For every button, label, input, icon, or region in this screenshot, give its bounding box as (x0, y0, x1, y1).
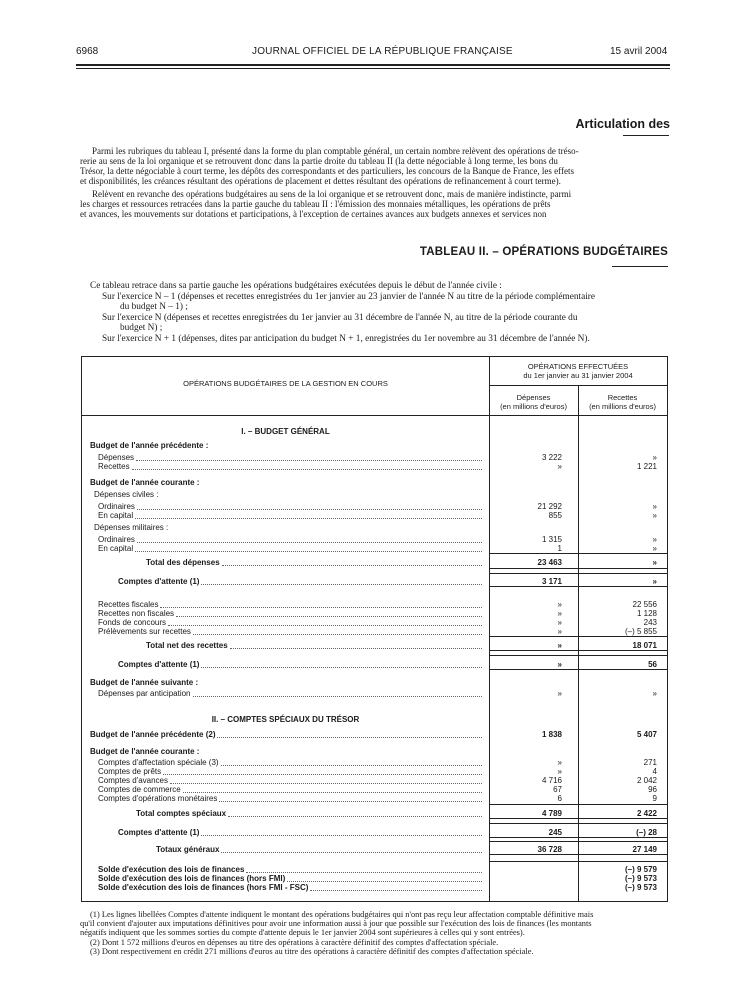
dot-leader (132, 469, 482, 470)
dot-leader (221, 765, 482, 766)
row-label-comptes-d-affectation-speciale-3: Comptes d'affectation spéciale (3) (98, 758, 219, 767)
intro-line: les charges et ressources retracées dans la partie gauche du tableau II : l'émission des monnaies métalliques, les opérations de prêts (80, 199, 551, 209)
recettes-value: » (652, 544, 657, 553)
intro-line: Trésor, la dette négociable à court terme, les dépôts des correspondants et des particuliers, les concours de la Banque de France, les effets (80, 166, 574, 176)
recettes-value: » (652, 502, 657, 511)
recettes-value: 5 407 (636, 730, 657, 739)
total-rule (489, 553, 667, 554)
row-label-depenses-civiles: Dépenses civiles : (94, 490, 159, 499)
row-label-solde-d-execution-des-lois-de-finances-hors-fmi: Solde d'exécution des lois de finances (hors FMI) (98, 874, 286, 883)
operations-table (81, 356, 668, 902)
recettes-value: » (652, 453, 657, 462)
col-header-group-dates: du 1er janvier au 31 janvier 2004 (523, 371, 633, 380)
row-label-ordinaires: Ordinaires (98, 502, 135, 511)
dot-leader (201, 835, 482, 836)
row-label-comptes-d-operations-monetaires: Comptes d'opérations monétaires (98, 794, 218, 803)
col-header-group: OPÉRATIONS EFFECTUÉES (527, 362, 629, 371)
dot-leader (160, 607, 482, 608)
row-label-ii-comptes-speciaux-du-tresor: II. – COMPTES SPÉCIAUX DU TRÉSOR (211, 715, 360, 724)
dot-leader (183, 792, 482, 793)
depenses-value: » (557, 641, 562, 650)
depenses-value: 855 (548, 511, 562, 520)
dot-leader (287, 881, 482, 882)
dot-leader (310, 890, 482, 891)
row-label-budget-de-l-annee-suivante: Budget de l'année suivante : (90, 678, 199, 687)
intro-line: Parmi les rubriques du tableau I, présenté dans la forme du plan comptable général, un certain nombre relèvent des opérations de tréso- (92, 146, 579, 156)
recettes-value: 2 422 (636, 809, 657, 818)
depenses-value: 21 292 (537, 502, 562, 511)
col-header-recettes: Recettes (607, 393, 638, 402)
footnote-line: (1) Les lignes libellées Comptes d'attente indiquent le montant des opérations budgétaires qui n'ont pas reçu leur affectation comptable définitive mais (90, 910, 594, 919)
dot-leader (222, 565, 482, 566)
lead-line: Sur l'exercice N + 1 (dépenses, dites par anticipation du budget N + 1, enregistrées du 1er novembre au 31 décembre de l'année N). (102, 333, 590, 344)
intro-line: et avances, les mouvements sur dotations et participations, à l'exception de certaines avances aux budgets annexes et services non (80, 209, 547, 219)
col-header-depenses-unit: (en millions d'euros) (500, 402, 567, 411)
footnote-line: (2) Dont 1 572 millions d'euros en dépenses au titre des opérations à caractère définitif des comptes d'affectation spéciale. (90, 937, 499, 947)
depenses-value: 3 171 (541, 577, 562, 586)
header-rule-thin (76, 68, 670, 69)
dot-leader (201, 667, 482, 668)
dot-leader (137, 542, 482, 543)
footnotes (80, 910, 670, 956)
col-header-depenses: Dépenses (516, 393, 551, 402)
depenses-value: 23 463 (537, 558, 562, 567)
row-label-fonds-de-concours: Fonds de concours (98, 618, 167, 627)
total-rule (489, 818, 667, 819)
dot-leader (230, 648, 482, 649)
recettes-value: » (652, 511, 657, 520)
row-label-total-comptes-speciaux: Total comptes spéciaux (136, 809, 227, 818)
recettes-value: 4 (652, 767, 657, 776)
row-label-comptes-de-prets: Comptes de prêts (98, 767, 162, 776)
dot-leader (136, 460, 482, 461)
row-label-comptes-d-attente-1: Comptes d'attente (1) (118, 828, 200, 837)
section-title: Articulation des (575, 117, 670, 131)
lead-line: Ce tableau retrace dans sa partie gauche les opérations budgétaires exécutées depuis le début de l'année civile : (90, 281, 502, 291)
total-rule (489, 823, 667, 824)
depenses-value: » (557, 660, 562, 669)
recettes-value: » (652, 535, 657, 544)
depenses-value: » (557, 689, 562, 698)
depenses-value: 6 (557, 794, 562, 803)
depenses-value: » (557, 600, 562, 609)
row-label-solde-d-execution-des-lois-de-finances-hors-fmi-fsc: Solde d'exécution des lois de finances (hors FMI - FSC) (98, 883, 309, 892)
intro-line: et disponibilités, les créances résultant des opérations de placement et dettes résultant des opérations de refinancement à court terme). (80, 176, 561, 186)
row-label-en-capital: En capital (98, 511, 134, 520)
dot-leader (246, 872, 482, 873)
total-rule (489, 804, 667, 805)
page-number: 6968 (76, 46, 99, 57)
recettes-value: 243 (643, 618, 657, 627)
total-rule (489, 586, 667, 587)
tableau-title-rule (612, 266, 668, 267)
total-rule (489, 650, 667, 651)
dot-leader (176, 616, 482, 617)
recettes-value: » (652, 577, 657, 586)
row-label-budget-de-l-annee-courante: Budget de l'année courante : (90, 747, 200, 756)
depenses-value: 1 315 (541, 535, 562, 544)
recettes-value: (–) 9 579 (624, 865, 657, 874)
recettes-value: » (652, 689, 657, 698)
lead-line: budget N) ; (120, 323, 163, 333)
total-rule (489, 636, 667, 637)
row-label-solde-d-execution-des-lois-de-finances: Solde d'exécution des lois de finances (98, 865, 245, 874)
dot-leader (163, 774, 482, 775)
depenses-value: 3 222 (541, 453, 562, 462)
recettes-value: 9 (652, 794, 657, 803)
depenses-value: 1 (557, 544, 562, 553)
recettes-value: 56 (648, 660, 657, 669)
total-rule (489, 841, 667, 842)
depenses-value: 67 (553, 785, 562, 794)
recettes-value: 96 (648, 785, 657, 794)
tableau-title: TABLEAU II. – OPÉRATIONS BUDGÉTAIRES (419, 246, 668, 258)
intro-line: Relèvent en revanche des opérations budgétaires au sens de la loi organique et se retrouvent donc, mais de manière indistincte, parmi (92, 189, 572, 199)
depenses-value: 245 (548, 828, 562, 837)
row-label-total-des-depenses: Total des dépenses (146, 558, 220, 567)
header-bottom-rule (82, 415, 667, 416)
dot-leader (137, 509, 482, 510)
recettes-value: (–) 5 855 (624, 627, 657, 636)
total-rule (489, 837, 667, 838)
section-title-rule (623, 135, 669, 136)
depenses-value: 36 728 (537, 845, 562, 854)
depenses-value: » (557, 462, 562, 471)
footnote-line: négatifs indiquent que les sommes sorties du compte d'attente depuis le 1er janvier 2004 sont supérieures à celles qui y sont entrées). (80, 928, 525, 938)
lead-line: Sur l'exercice N (dépenses et recettes enregistrées du 1er janvier au 31 décembre de l'année N, au titre de la période courante du (102, 312, 578, 323)
row-label-recettes-fiscales: Recettes fiscales (98, 600, 159, 609)
row-label-budget-de-l-annee-precedente-2: Budget de l'année précédente (2) (90, 730, 216, 739)
recettes-value: 22 556 (632, 600, 657, 609)
total-rule (489, 573, 667, 574)
column-divider (489, 357, 490, 901)
recettes-value: (–) 9 573 (624, 874, 657, 883)
footnote-line: qu'il convient d'ajouter aux imputations définitives pour avoir une information aussi à jour que possible sur l'exécution des lois de finances (les montants (80, 919, 592, 929)
row-label-depenses-militaires: Dépenses militaires : (94, 523, 169, 532)
total-rule (489, 655, 667, 656)
row-label-budget-de-l-annee-precedente: Budget de l'année précédente : (90, 441, 209, 450)
total-rule (489, 568, 667, 569)
depenses-value: » (557, 758, 562, 767)
recettes-value: 1 128 (636, 609, 657, 618)
footnote-line: (3) Dont respectivement en crédit 271 millions d'euros au titre des opérations à caractère définitif des comptes d'affectation spéciale. (90, 946, 534, 956)
row-label-depenses-par-anticipation: Dépenses par anticipation (98, 689, 191, 698)
row-label-en-capital: En capital (98, 544, 134, 553)
recettes-value: » (652, 558, 657, 567)
depenses-value: » (557, 767, 562, 776)
journal-title: JOURNAL OFFICIEL DE LA RÉPUBLIQUE FRANÇAISE (252, 46, 513, 57)
total-rule (489, 669, 667, 670)
dot-leader (219, 801, 482, 802)
col-header-recettes-unit: (en millions d'euros) (589, 402, 656, 411)
dot-leader (168, 625, 482, 626)
dot-leader (193, 634, 482, 635)
depenses-value: 1 838 (541, 730, 562, 739)
row-label-comptes-d-attente-1: Comptes d'attente (1) (118, 660, 200, 669)
row-label-i-budget-general: I. – BUDGET GÉNÉRAL (241, 427, 330, 436)
intro-line: rerie au sens de la loi organique et se retrouvent donc dans la partie droite du tableau II (la dette négociable à long terme, les bons du (80, 156, 558, 166)
total-rule (489, 854, 667, 855)
recettes-value: 1 221 (636, 462, 657, 471)
row-label-depenses: Dépenses (98, 453, 135, 462)
dot-leader (217, 737, 482, 738)
header-divider (489, 385, 667, 386)
intro-paragraph-1 (80, 146, 672, 186)
depenses-value: » (557, 618, 562, 627)
row-label-budget-de-l-annee-courante: Budget de l'année courante : (90, 478, 200, 487)
recettes-value: 18 071 (632, 641, 657, 650)
recettes-value: (–) 9 573 (624, 883, 657, 892)
row-label-total-net-des-recettes: Total net des recettes (146, 641, 228, 650)
row-label-recettes: Recettes (98, 462, 130, 471)
header-rule (76, 64, 670, 66)
lead-line: Sur l'exercice N – 1 (dépenses et recettes enregistrées du 1er janvier au 23 janvier de l'année N au titre de la période complémentaire (102, 291, 596, 302)
col-header-operations: OPÉRATIONS BUDGÉTAIRES DE LA GESTION EN COURS (183, 379, 388, 388)
dot-leader (221, 852, 482, 853)
row-label-ordinaires: Ordinaires (98, 535, 135, 544)
recettes-value: 27 149 (632, 845, 657, 854)
total-rule (489, 861, 667, 862)
dot-leader (228, 816, 482, 817)
row-label-recettes-non-fiscales: Recettes non fiscales (98, 609, 175, 618)
row-label-totaux-generaux: Totaux généraux (156, 845, 220, 854)
depenses-value: 4 716 (541, 776, 562, 785)
depenses-value: » (557, 627, 562, 636)
recettes-value: 2 042 (636, 776, 657, 785)
dot-leader (135, 518, 482, 519)
tableau-description (90, 281, 680, 344)
recettes-value: (–) 28 (636, 828, 657, 837)
dot-leader (135, 551, 482, 552)
row-label-comptes-d-avances: Comptes d'avances (98, 776, 169, 785)
depenses-value: 4 789 (541, 809, 562, 818)
dot-leader (193, 696, 482, 697)
row-label-comptes-de-commerce: Comptes de commerce (98, 785, 181, 794)
recettes-value: 271 (643, 758, 657, 767)
depenses-value: » (557, 609, 562, 618)
lead-line: du budget N – 1) ; (120, 302, 188, 312)
issue-date: 15 avril 2004 (610, 46, 668, 57)
dot-leader (170, 783, 482, 784)
dot-leader (201, 584, 482, 585)
intro-paragraph-2 (80, 189, 672, 219)
row-label-comptes-d-attente-1: Comptes d'attente (1) (118, 577, 200, 586)
row-label-prelevements-sur-recettes: Prélèvements sur recettes (98, 627, 191, 636)
